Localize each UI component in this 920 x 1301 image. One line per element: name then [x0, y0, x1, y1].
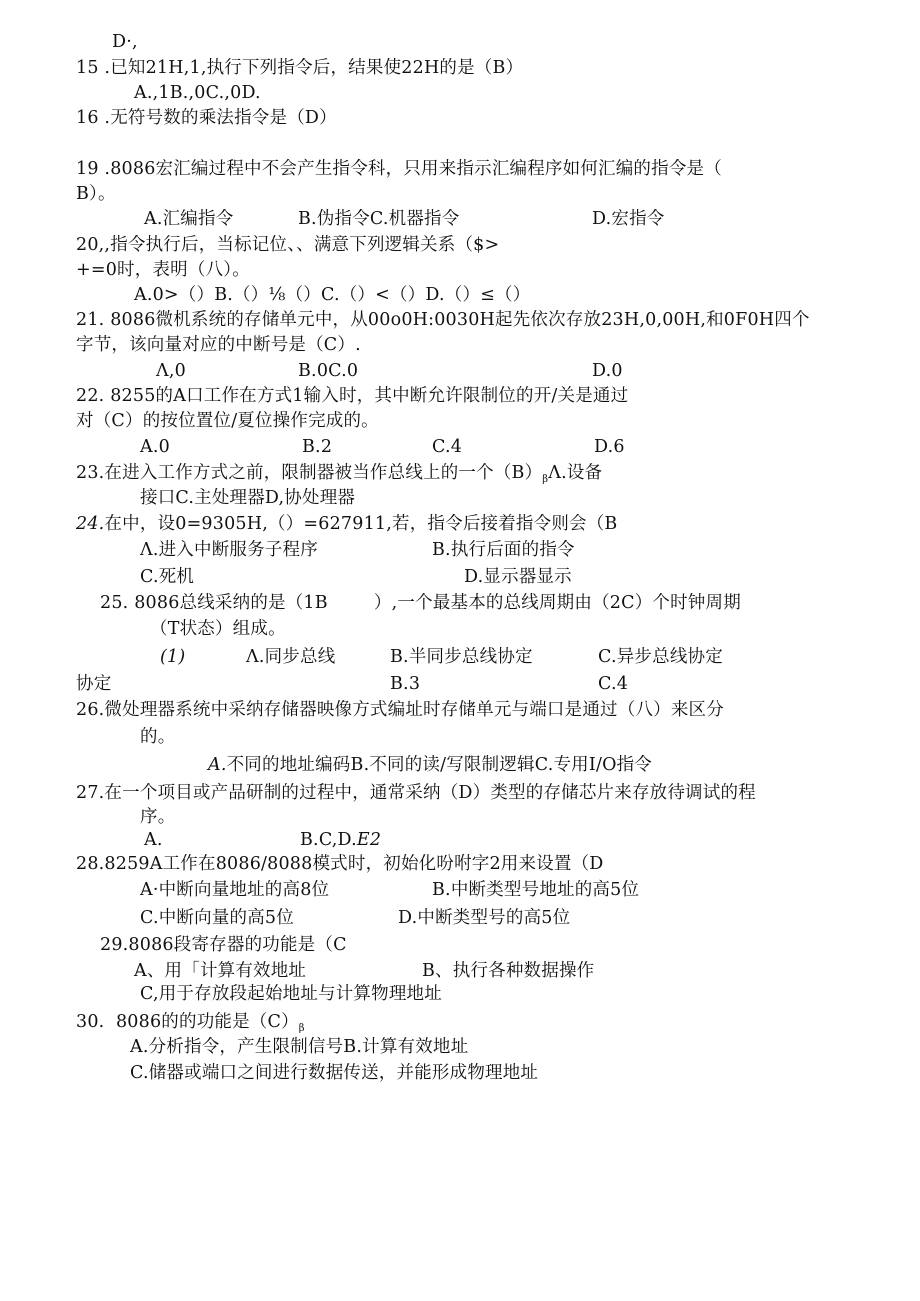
question-26-cont: 的。 — [140, 727, 176, 747]
question-25-fragment: 协定 — [76, 674, 112, 694]
question-22: 22. 8255的A口工作在方式1输入时，其中断允许限制位的开/关是通过 — [76, 386, 629, 406]
question-20-options: A.0>（）B.（）⅛（）C.（）<（）D.（）≤（） — [134, 285, 531, 305]
question-26-options — [208, 754, 652, 776]
question-30-mark: β — [298, 1023, 305, 1034]
question-25: 25. 8086总线采纳的是（1B ）,一个最基本的总线周期由（2C）个时钟周期 — [100, 593, 741, 613]
question-22-option-a: A.0 — [140, 437, 170, 457]
question-27-option-e2: E2 — [356, 830, 382, 850]
question-19: 19 .8086宏汇编过程中不会产生指令科，只用来指示汇编程序如何汇编的指令是（ — [76, 159, 722, 179]
question-15-options: A.,1B.,0C.,0D. — [134, 83, 261, 103]
question-25-option-c: C.异步总线协定 — [598, 647, 723, 667]
question-29-option-b: B、执行各种数据操作 — [422, 961, 595, 981]
question-21-option-bc: B.0C.0 — [298, 361, 359, 381]
question-30-option-c: C.储器或端口之间进行数据传送，并能形成物理地址 — [130, 1063, 539, 1083]
question-28-option-c: C.中断向量的高5位 — [140, 908, 294, 928]
question-25-part-2-option-b: B.3 — [390, 674, 421, 694]
question-19-option-d: D.宏指令 — [592, 209, 665, 229]
question-21-option-d: D.0 — [592, 361, 623, 381]
question-24-number: 24. — [76, 514, 105, 534]
question-19-option-bc: B.伪指令C.机器指令 — [298, 209, 460, 229]
question-26-options-text: 不同的地址编码B.不同的读/写限制逻辑C.专用I/O指令 — [226, 755, 653, 775]
question-30-text: 30. 8086的的功能是（C） — [76, 1012, 299, 1032]
question-24 — [76, 513, 617, 535]
question-24-option-d: D.显示器显示 — [464, 567, 572, 587]
question-29: 29.8086段寄存器的功能是（C — [100, 935, 347, 955]
question-25-cont: （T状态）组成。 — [150, 619, 286, 639]
question-23-text: 23.在进入工作方式之前，限制器被当作总线上的一个（B） — [76, 463, 543, 483]
option-d-fragment: D·, — [112, 32, 138, 52]
question-28: 28.8259A工作在8086/8088模式时，初始化吩咐字2用来设置（D — [76, 854, 604, 874]
question-27: 27.在一个项目或产品研制的过程中，通常采纳（D）类型的存储芯片来存放待调试的程 — [76, 783, 756, 803]
question-24-option-b: B.执行后面的指令 — [432, 540, 575, 560]
question-24-text: 在中，设0=9305H,（）=627911,若，指令后接着指令则会（B — [104, 514, 618, 534]
question-16: 16 .无符号数的乘法指令是（D） — [76, 108, 337, 128]
question-23-options: 接口C.主处理器D,协处理器 — [140, 488, 356, 508]
question-26-option-a-letter: A. — [208, 755, 227, 775]
question-30-options-ab: A.分析指令，产生限制信号B.计算有效地址 — [130, 1037, 469, 1057]
question-22-option-d: D.6 — [594, 437, 625, 457]
question-27-cont: 序。 — [140, 807, 176, 827]
question-25-option-a: Λ.同步总线 — [246, 647, 336, 667]
question-21-option-a: Λ,0 — [156, 361, 186, 381]
question-27-options-bcd — [300, 829, 381, 851]
question-24-option-c: C.死机 — [140, 567, 195, 587]
question-26: 26.微处理器系统中采纳存储器映像方式编址时存储单元与端口是通过（八）来区分 — [76, 700, 724, 720]
question-21: 21. 8086微机系统的存储单元中，从00o0H:0030H起先依次存放23H,0,00H,和0F0H四个 — [76, 310, 810, 330]
question-15: 15 .已知21H,1,执行下列指令后，结果使22H的是（B） — [76, 58, 524, 78]
question-23-option-a: Λ.设备 — [548, 463, 603, 483]
question-22-option-c: C.4 — [432, 437, 463, 457]
question-25-part-2-option-c: C.4 — [598, 674, 629, 694]
question-21-cont: 字节，该向量对应的中断号是（C）. — [76, 335, 361, 355]
question-22-option-b: B.2 — [302, 437, 333, 457]
question-28-option-a: A·中断向量地址的高8位 — [140, 880, 330, 900]
question-27-option-a: A. — [144, 830, 163, 850]
question-20: 20,,指令执行后，当标记位、、满意下列逻辑关系（$> — [76, 235, 500, 255]
question-29-option-a: A、用「计算有效地址 — [134, 961, 307, 981]
question-25-part-1: (1) — [160, 647, 186, 667]
question-19-option-a: A.汇编指令 — [144, 209, 234, 229]
question-20-cont: +=0时，表明（八）。 — [76, 260, 250, 280]
question-25-option-b: B.半同步总线协定 — [390, 647, 533, 667]
question-28-option-d: D.中断类型号的高5位 — [398, 908, 571, 928]
question-28-option-b: B.中断类型号地址的高5位 — [432, 880, 640, 900]
question-19-cont: B）。 — [76, 184, 116, 204]
question-24-option-a: Λ.进入中断服务子程序 — [140, 540, 318, 560]
question-27-options-text: B.C,D. — [300, 830, 357, 850]
question-23-mark: β — [542, 474, 549, 485]
question-29-option-c: C,用于存放段起始地址与计算物理地址 — [140, 984, 442, 1004]
question-22-cont: 对（C）的按位置位/夏位操作完成的。 — [76, 411, 379, 431]
